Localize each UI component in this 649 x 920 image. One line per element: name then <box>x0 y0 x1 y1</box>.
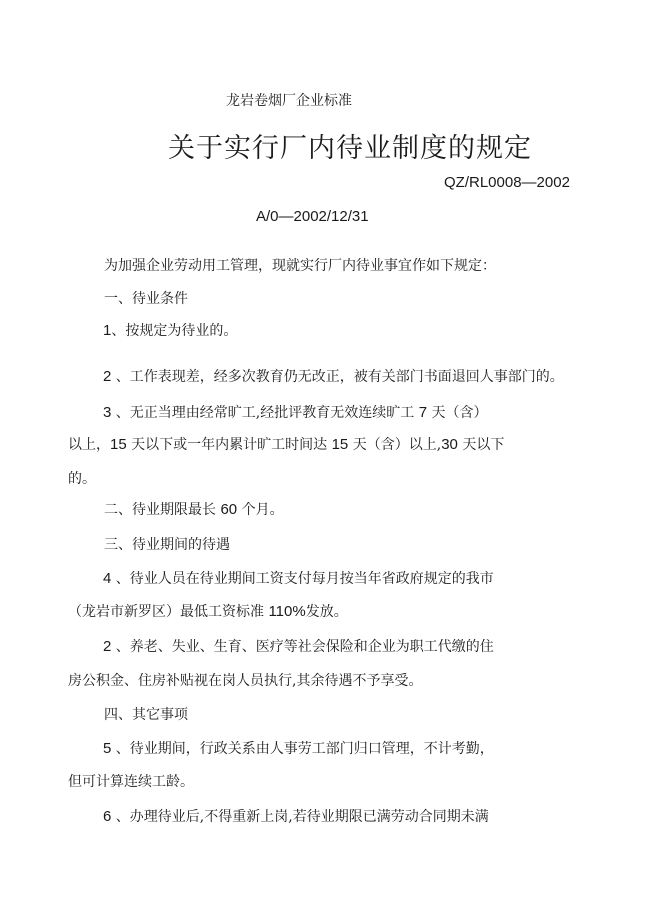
item-text: 、待业人员在待业期间工资支付每月按当年省政府规定的我市 <box>111 571 494 587</box>
item-6-line-1 <box>103 738 494 758</box>
item-text: 、办理待业后,不得重新上岗,若待业期限已满劳动合同期未满 <box>111 809 489 825</box>
item-7-line-1 <box>103 806 489 826</box>
item-number: 3 <box>103 404 112 421</box>
item-2 <box>103 366 564 386</box>
inline-number: 30 <box>441 436 458 453</box>
item-text: 天（含）以上, <box>348 437 442 453</box>
section-heading-4: 四、其它事项 <box>104 707 188 723</box>
section-text: 二、待业期限最长 <box>104 502 221 518</box>
section-heading-3: 三、待业期间的待遇 <box>104 537 230 553</box>
item-3-line-2 <box>68 434 504 454</box>
item-text: 、待业期间，行政关系由人事劳工部门归口管理，不计考勤， <box>111 741 494 757</box>
item-text: 、工作表现差，经多次教育仍无改正，被有关部门书面退回人事部门的。 <box>111 369 564 385</box>
item-number: 1 <box>103 322 112 339</box>
section-text: 个月。 <box>237 502 284 518</box>
item-number: 6 <box>103 808 112 825</box>
document-title: 关于实行厂内待业制度的规定 <box>168 133 532 164</box>
item-text: 以上， <box>68 437 110 453</box>
section-heading-1: 一、待业条件 <box>104 291 188 307</box>
inline-number: 15 <box>331 436 349 453</box>
item-number: 2 <box>103 368 112 385</box>
company-standard: 龙岩卷烟厂企业标准 <box>226 93 352 109</box>
item-text: 、按规定为待业的。 <box>111 323 238 339</box>
item-text: 天（含） <box>427 405 488 421</box>
item-3-line-1 <box>103 402 488 422</box>
item-text: 天以下或一年内累计旷工时间达 <box>126 437 332 453</box>
item-6-line-2: 但可计算连续工龄。 <box>68 774 194 790</box>
item-4-line-1 <box>103 568 494 588</box>
inline-number: 60 <box>220 501 238 518</box>
item-3-line-3: 的。 <box>68 471 96 487</box>
item-5-line-2: 房公积金、住房补贴视在岗人员执行,其余待遇不予享受。 <box>68 673 423 689</box>
item-number: 2 <box>103 638 112 655</box>
item-text: 、无正当理由经常旷工,经批评教育无效连续旷工 <box>111 405 419 421</box>
inline-number: 110% <box>268 603 306 620</box>
item-text: （龙岩市新罗区）最低工资标准 <box>68 604 269 620</box>
item-number: 5 <box>103 740 112 757</box>
item-4-line-2 <box>68 601 348 621</box>
item-text: 、养老、失业、生育、医疗等社会保险和企业为职工代缴的住 <box>111 639 494 655</box>
item-text: 发放。 <box>305 604 348 620</box>
inline-number: 15 <box>110 436 127 453</box>
standard-code: QZ/RL0008—2002 <box>444 174 570 191</box>
item-5-line-1 <box>103 636 494 656</box>
revision-date: A/0—2002/12/31 <box>256 208 369 225</box>
section-heading-2 <box>104 499 284 519</box>
inline-number: 7 <box>418 404 428 421</box>
item-1 <box>103 320 237 340</box>
item-text: 天以下 <box>457 437 505 453</box>
intro-paragraph: 为加强企业劳动用工管理，现就实行厂内待业事宜作如下规定： <box>104 258 496 274</box>
item-number: 4 <box>103 570 112 587</box>
